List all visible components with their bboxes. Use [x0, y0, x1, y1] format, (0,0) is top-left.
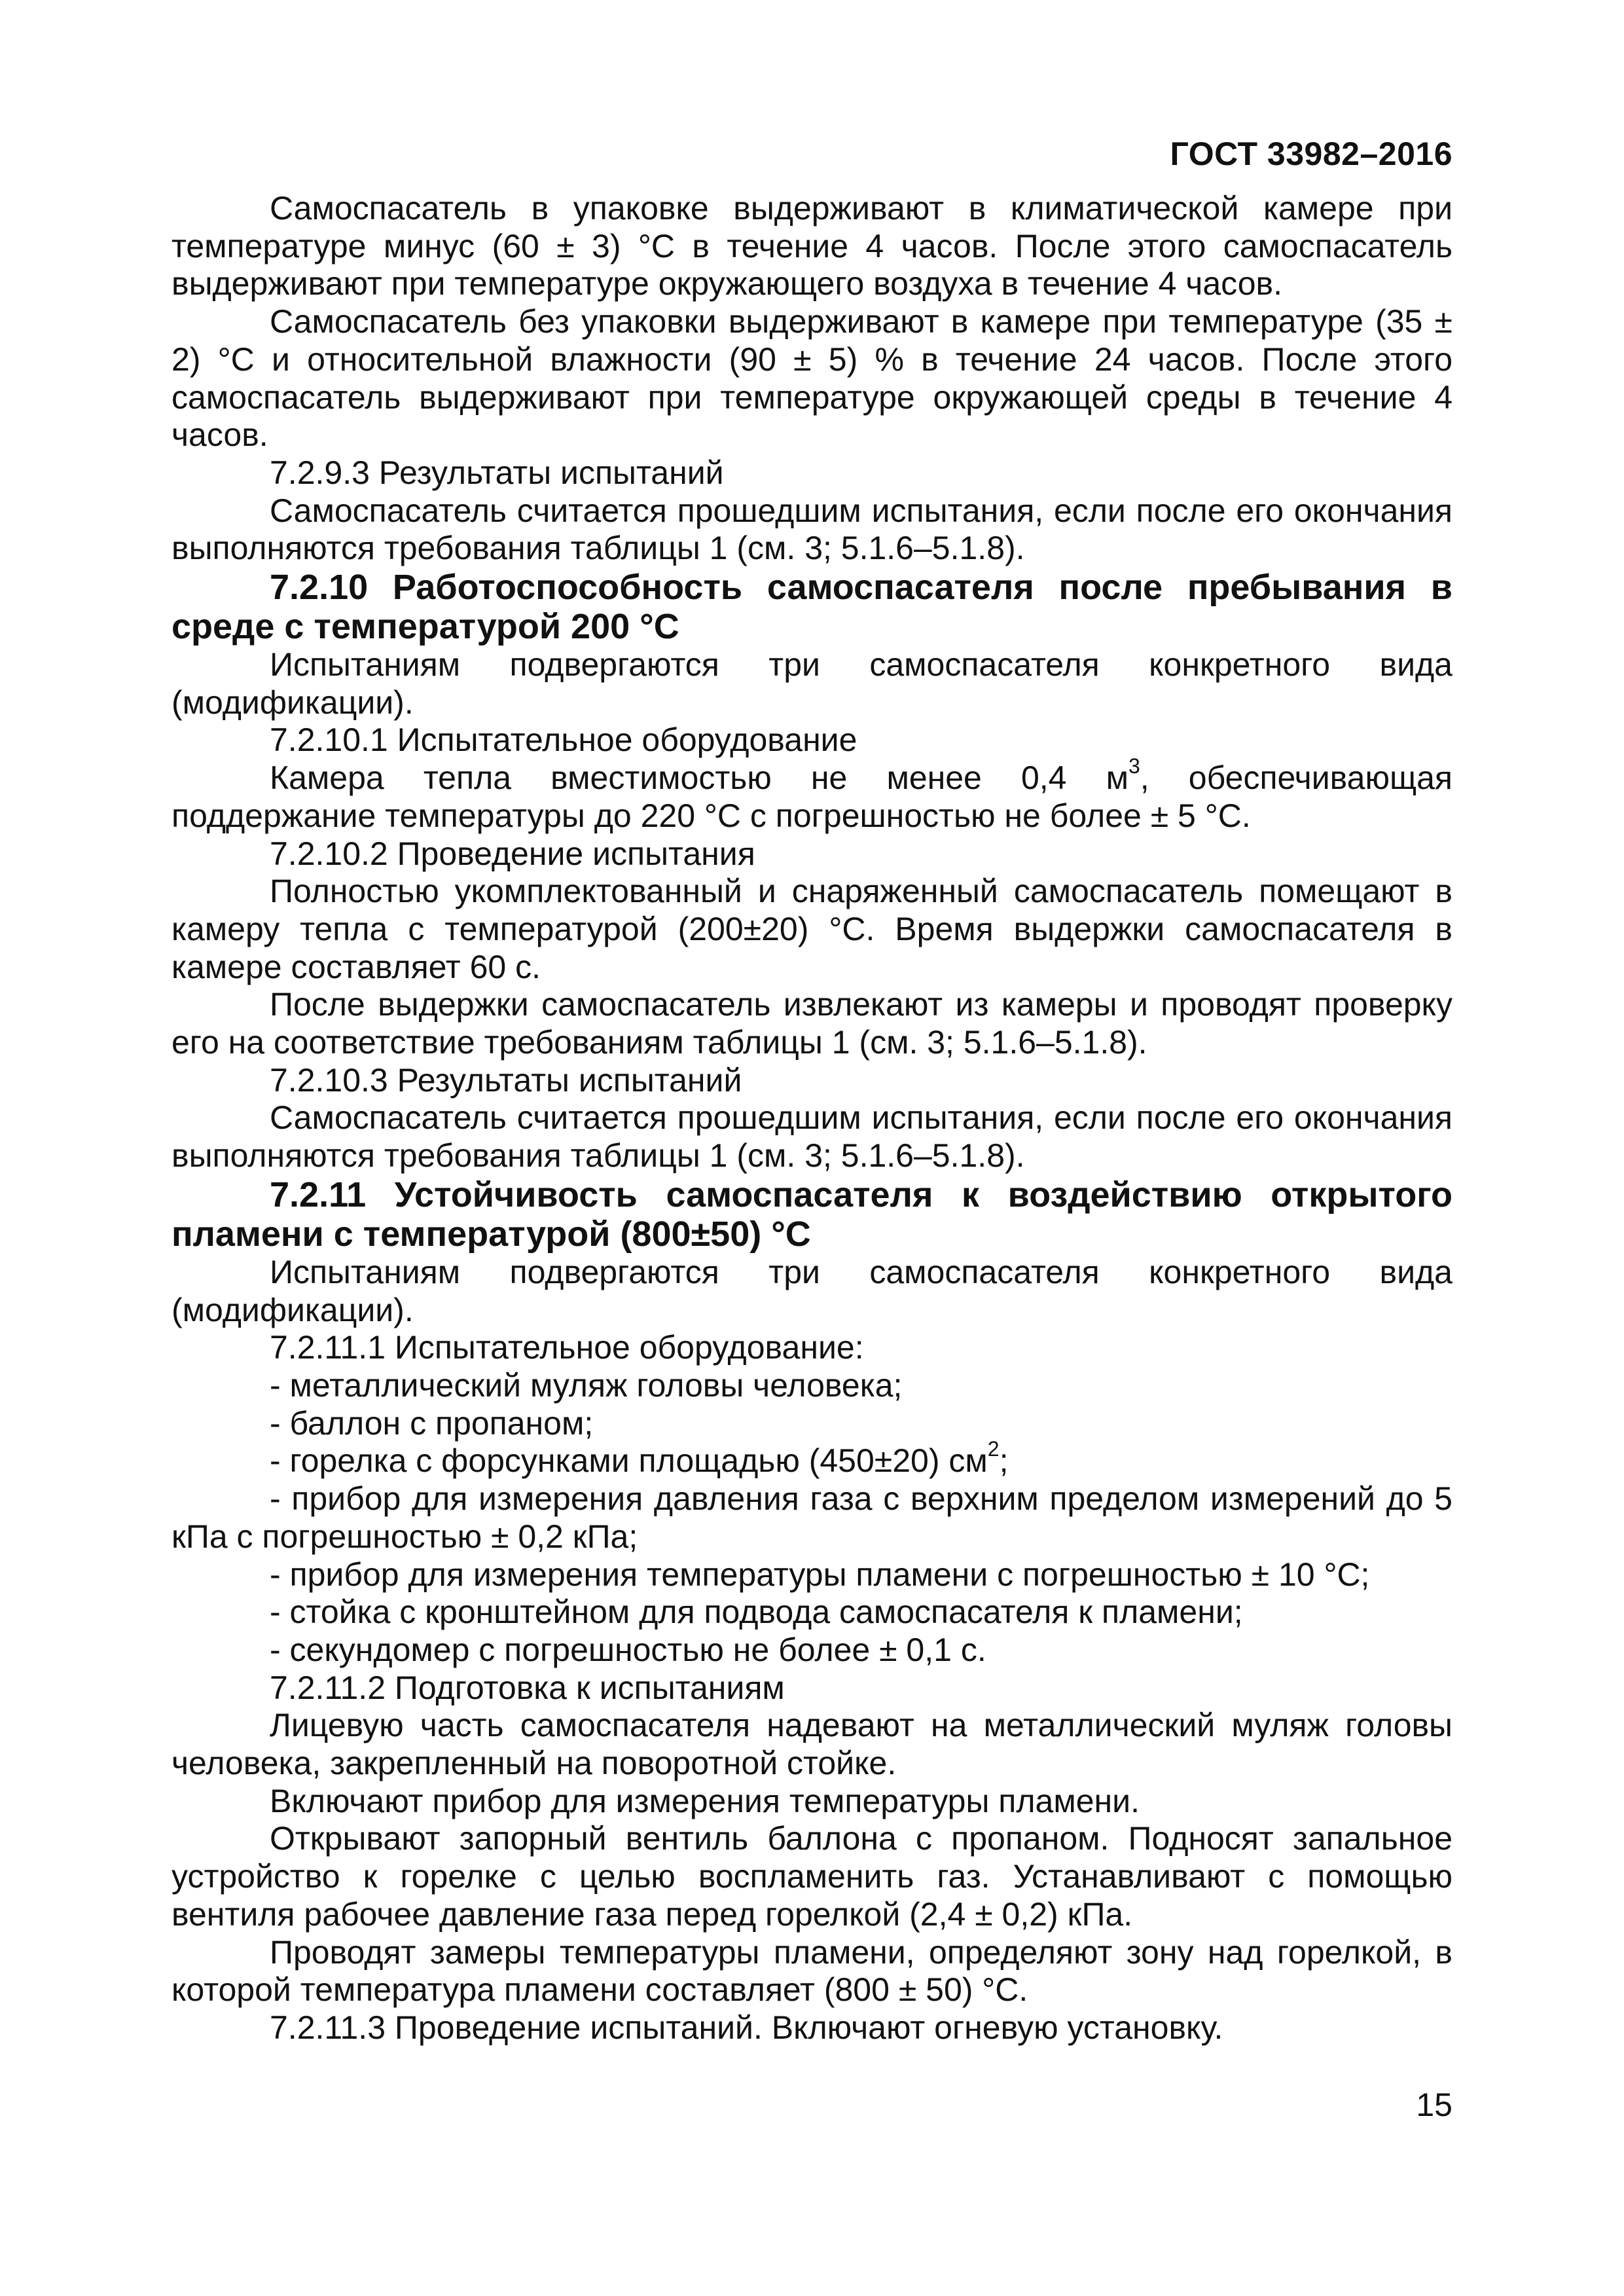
- subsection-title: 7.2.9.3 Результаты испытаний: [270, 454, 724, 491]
- section-heading: 7.2.11 Устойчивость самоспасателя к воздействию открытого пламени с температурой (800±50) °С: [171, 1175, 1453, 1254]
- paragraph: Испытаниям подвергаются три самоспасателя конкретного вида (модификации).: [171, 1253, 1453, 1328]
- superscript: 3: [1128, 754, 1140, 778]
- subsection-title: 7.2.10.1 Испытательное оборудование: [270, 721, 857, 759]
- list-item: - прибор для измерения давления газа с верхним пределом измерений до 5 кПа с погрешностью ± 0,2 кПа;: [171, 1480, 1453, 1555]
- subsection-title: 7.2.10.3 Результаты испытаний: [270, 1061, 742, 1099]
- text-run: - горелка с форсунками площадью (450±20) см: [270, 1442, 988, 1480]
- paragraph: Открывают запорный вентиль баллона с пропаном. Подносят запальное устройство к горелке с целью воспламенить газ. Устанавливают с помощью вентиля рабочее давление газа перед горелкой (2,4 ± 0,2) кПа.: [171, 1820, 1453, 1933]
- subsection-title: 7.2.10.2 Проведение испытания: [270, 835, 755, 872]
- paragraph: Полностью укомплектованный и снаряженный самоспасатель помещают в камеру тепла с температурой (200±20) °С. Время выдержки самоспасателя в камере составляет 60 с.: [171, 873, 1453, 985]
- paragraph: После выдержки самоспасатель извлекают из камеры и проводят проверку его на соответствие требованиям таблицы 1 (см. 3; 5.1.6–5.1.8).: [171, 986, 1453, 1061]
- text-run: Камера тепла вместимостью не менее 0,4 м: [270, 759, 1128, 797]
- paragraph: Самоспасатель считается прошедшим испытания, если после его окончания выполняются требования таблицы 1 (см. 3; 5.1.6–5.1.8).: [171, 1099, 1453, 1175]
- list-item: [171, 1437, 1453, 1480]
- list-item: - баллон с пропаном;: [270, 1404, 594, 1442]
- superscript: 2: [987, 1437, 1000, 1461]
- text-run: , обеспечивающая поддержание температуры до 220 °С с погрешностью не более ± 5 °С.: [171, 759, 1453, 834]
- paragraph: Проводят замеры температуры пламени, определяют зону над горелкой, в которой температура пламени составляет (800 ± 50) °С.: [171, 1933, 1453, 2009]
- list-item: - стойка с кронштейном для подвода самоспасателя к пламени;: [270, 1594, 1243, 1631]
- paragraph: Самоспасатель без упаковки выдерживают в камере при температуре (35 ± 2) °С и относительной влажности (90 ± 5) % в течение 24 часов. После этого самоспасатель выдерживают при температуре окружающей среды в течение 4 часов.: [171, 303, 1453, 454]
- paragraph: Самоспасатель считается прошедшим испытания, если после его окончания выполняются требования таблицы 1 (см. 3; 5.1.6–5.1.8).: [171, 492, 1453, 567]
- list-item: - металлический муляж головы человека;: [270, 1366, 903, 1404]
- page-number: 15: [1416, 2086, 1453, 2123]
- document-code: ГОСТ 33982–2016: [1170, 136, 1453, 172]
- paragraph: Испытаниям подвергаются три самоспасателя конкретного вида (модификации).: [171, 646, 1453, 721]
- list-item: - прибор для измерения температуры пламени с погрешностью ± 10 °С;: [270, 1556, 1370, 1593]
- list-item: - секундомер с погрешностью не более ± 0,1 с.: [270, 1631, 986, 1668]
- paragraph: [171, 754, 1453, 835]
- paragraph: Лицевую часть самоспасателя надевают на металлический муляж головы человека, закрепленный на поворотной стойке.: [171, 1707, 1453, 1782]
- section-heading: 7.2.10 Работоспособность самоспасателя после пребывания в среде с температурой 200 °С: [171, 568, 1453, 647]
- paragraph: Включают прибор для измерения температуры пламени.: [270, 1782, 1140, 1819]
- paragraph: Самоспасатель в упаковке выдерживают в климатической камере при температуре минус (60 ± 3) °С в течение 4 часов. После этого самоспасатель выдерживают при температуре окружающего воздуха в течение 4 часов.: [171, 190, 1453, 302]
- page-content: [171, 190, 1453, 2047]
- text-run: ;: [999, 1442, 1009, 1480]
- subsection-title: 7.2.11.3 Проведение испытаний. Включают огневую установку.: [270, 2009, 1223, 2046]
- subsection-title: 7.2.11.2 Подготовка к испытаниям: [270, 1669, 785, 1706]
- subsection-title: 7.2.11.1 Испытательное оборудование:: [270, 1329, 864, 1366]
